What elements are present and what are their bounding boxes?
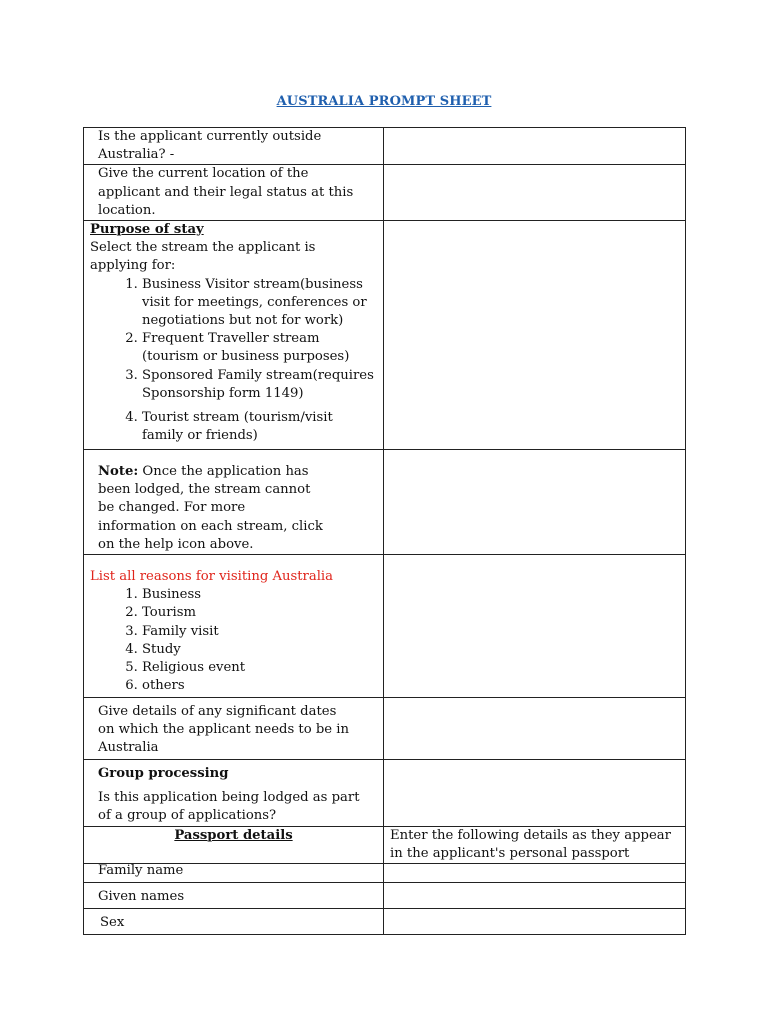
group-heading: Group processing — [98, 766, 229, 782]
answer-cell[interactable] — [384, 698, 686, 760]
question-cell — [84, 698, 384, 760]
answer-cell[interactable] — [384, 128, 686, 165]
question-cell — [84, 760, 384, 827]
table-row — [84, 221, 686, 450]
question-outside: Is the applicant currently outside Australia? - — [98, 129, 322, 163]
purpose-heading: Purpose of stay — [90, 222, 204, 238]
table-row — [84, 555, 686, 698]
table-row — [84, 883, 686, 909]
answer-cell[interactable] — [384, 555, 686, 698]
field-family-name: Family name — [98, 863, 184, 879]
answer-cell[interactable] — [384, 450, 686, 555]
answer-cell[interactable] — [384, 864, 686, 883]
field-given-names: Given names — [98, 889, 185, 905]
reasons-list — [90, 586, 377, 695]
note — [84, 450, 383, 554]
stream-list — [90, 276, 377, 446]
list-item: 4. Tourist stream (tourism/visit family or friends) — [142, 409, 377, 445]
question-cell — [84, 221, 384, 450]
prompt-table — [83, 127, 686, 935]
answer-cell[interactable] — [384, 221, 686, 450]
answer-cell[interactable] — [384, 883, 686, 909]
list-item: 1. Business Visitor stream(business visit for meetings, conferences or negotiations but not for work) — [142, 276, 377, 331]
question-cell — [84, 555, 384, 698]
table-row — [84, 698, 686, 760]
passport-heading: Passport details — [174, 828, 293, 844]
table-row — [84, 450, 686, 555]
question-cell — [84, 827, 384, 864]
table-row — [84, 827, 686, 864]
table-row — [84, 909, 686, 935]
page-title: AUSTRALIA PROMPT SHEET — [276, 94, 492, 109]
question-cell — [84, 864, 384, 883]
question-dates: Give details of any significant dates on which the applicant needs to be in Australia — [98, 704, 349, 756]
field-sex: Sex — [100, 915, 125, 931]
instruction-cell — [384, 827, 686, 864]
list-item: 4. Study — [142, 641, 377, 659]
question-cell — [84, 909, 384, 935]
list-item: 6. others — [142, 677, 377, 695]
answer-cell[interactable] — [384, 760, 686, 827]
purpose-intro: Select the stream the applicant is applying for: — [90, 240, 316, 274]
question-cell — [84, 165, 384, 221]
answer-cell[interactable] — [384, 909, 686, 935]
list-item: 3. Sponsored Family stream(requires Sponsorship form 1149) — [142, 367, 377, 403]
table-row — [84, 760, 686, 827]
question-cell — [84, 883, 384, 909]
reasons-heading: List all reasons for visiting Australia — [90, 569, 334, 585]
list-item: 1. Business — [142, 586, 377, 604]
question-cell — [84, 128, 384, 165]
table-row — [84, 128, 686, 165]
note-text: Once the application has been lodged, the stream cannot be changed. For more information on each stream, click on the help icon above. — [98, 464, 323, 552]
list-item: 2. Frequent Traveller stream (tourism or business purposes) — [142, 330, 377, 366]
table-row — [84, 165, 686, 221]
list-item: 3. Family visit — [142, 623, 377, 641]
question-cell — [84, 450, 384, 555]
table-row — [84, 864, 686, 883]
note-label: Note: — [98, 464, 139, 480]
list-item: 2. Tourism — [142, 604, 377, 622]
question-location: Give the current location of the applicant and their legal status at this location. — [98, 166, 354, 218]
list-item: 5. Religious event — [142, 659, 377, 677]
answer-cell[interactable] — [384, 165, 686, 221]
passport-instruction: Enter the following details as they appear in the applicant's personal passport — [390, 828, 671, 862]
group-question: Is this application being lodged as part of a group of applications? — [98, 790, 360, 824]
